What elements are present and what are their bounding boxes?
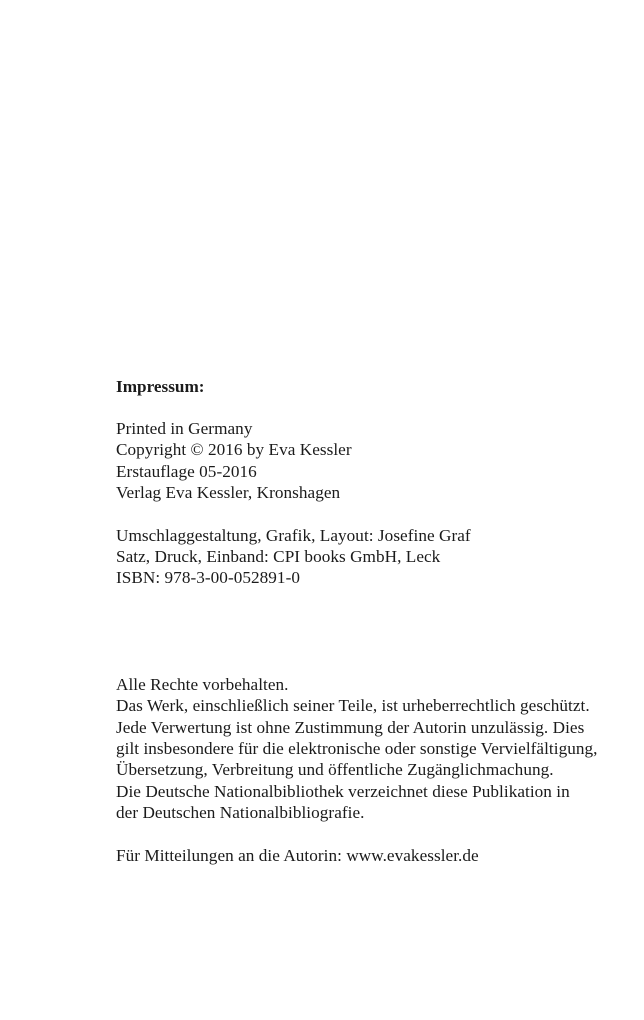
production-line-isbn: ISBN: 978-3-00-052891-0 — [116, 568, 300, 588]
rights-line-4: gilt insbesondere für die elektronische oder sonstige Vervielfältigung, — [116, 739, 598, 759]
contact-line: Für Mitteilungen an die Autorin: www.evakessler.de — [116, 845, 479, 865]
production-line-cover-design: Umschlaggestaltung, Grafik, Layout: Josefine Graf — [116, 525, 471, 545]
imprint-heading: Impressum: — [116, 377, 205, 396]
publication-line-copyright: Copyright © 2016 by Eva Kessler — [116, 440, 352, 460]
production-block — [116, 525, 596, 589]
imprint-content — [116, 376, 596, 866]
publication-line-edition: Erstauflage 05-2016 — [116, 461, 257, 481]
rights-block — [116, 674, 596, 824]
rights-line-3: Jede Verwertung ist ohne Zustimmung der Autorin unzulässig. Dies — [116, 717, 585, 737]
rights-line-2: Das Werk, einschließlich seiner Teile, ist urheberrechtlich geschützt. — [116, 696, 590, 716]
rights-line-6: Die Deutsche Nationalbibliothek verzeichnet diese Publikation in — [116, 781, 570, 801]
spacer-before-rights — [116, 589, 596, 674]
publication-line-publisher: Verlag Eva Kessler, Kronshagen — [116, 483, 341, 503]
publication-block — [116, 418, 596, 504]
publication-line-printed-in-germany: Printed in Germany — [116, 419, 253, 438]
spacer-after-heading — [116, 397, 596, 418]
rights-line-1: Alle Rechte vorbehalten. — [116, 674, 289, 694]
production-line-typesetting-printing: Satz, Druck, Einband: CPI books GmbH, Leck — [116, 547, 441, 567]
rights-line-5: Übersetzung, Verbreitung und öffentliche Zugänglichmachung. — [116, 760, 554, 780]
rights-line-7: der Deutschen Nationalbibliografie. — [116, 803, 365, 823]
spacer-before-contact — [116, 824, 596, 845]
spacer-between-publication-and-production — [116, 504, 596, 525]
